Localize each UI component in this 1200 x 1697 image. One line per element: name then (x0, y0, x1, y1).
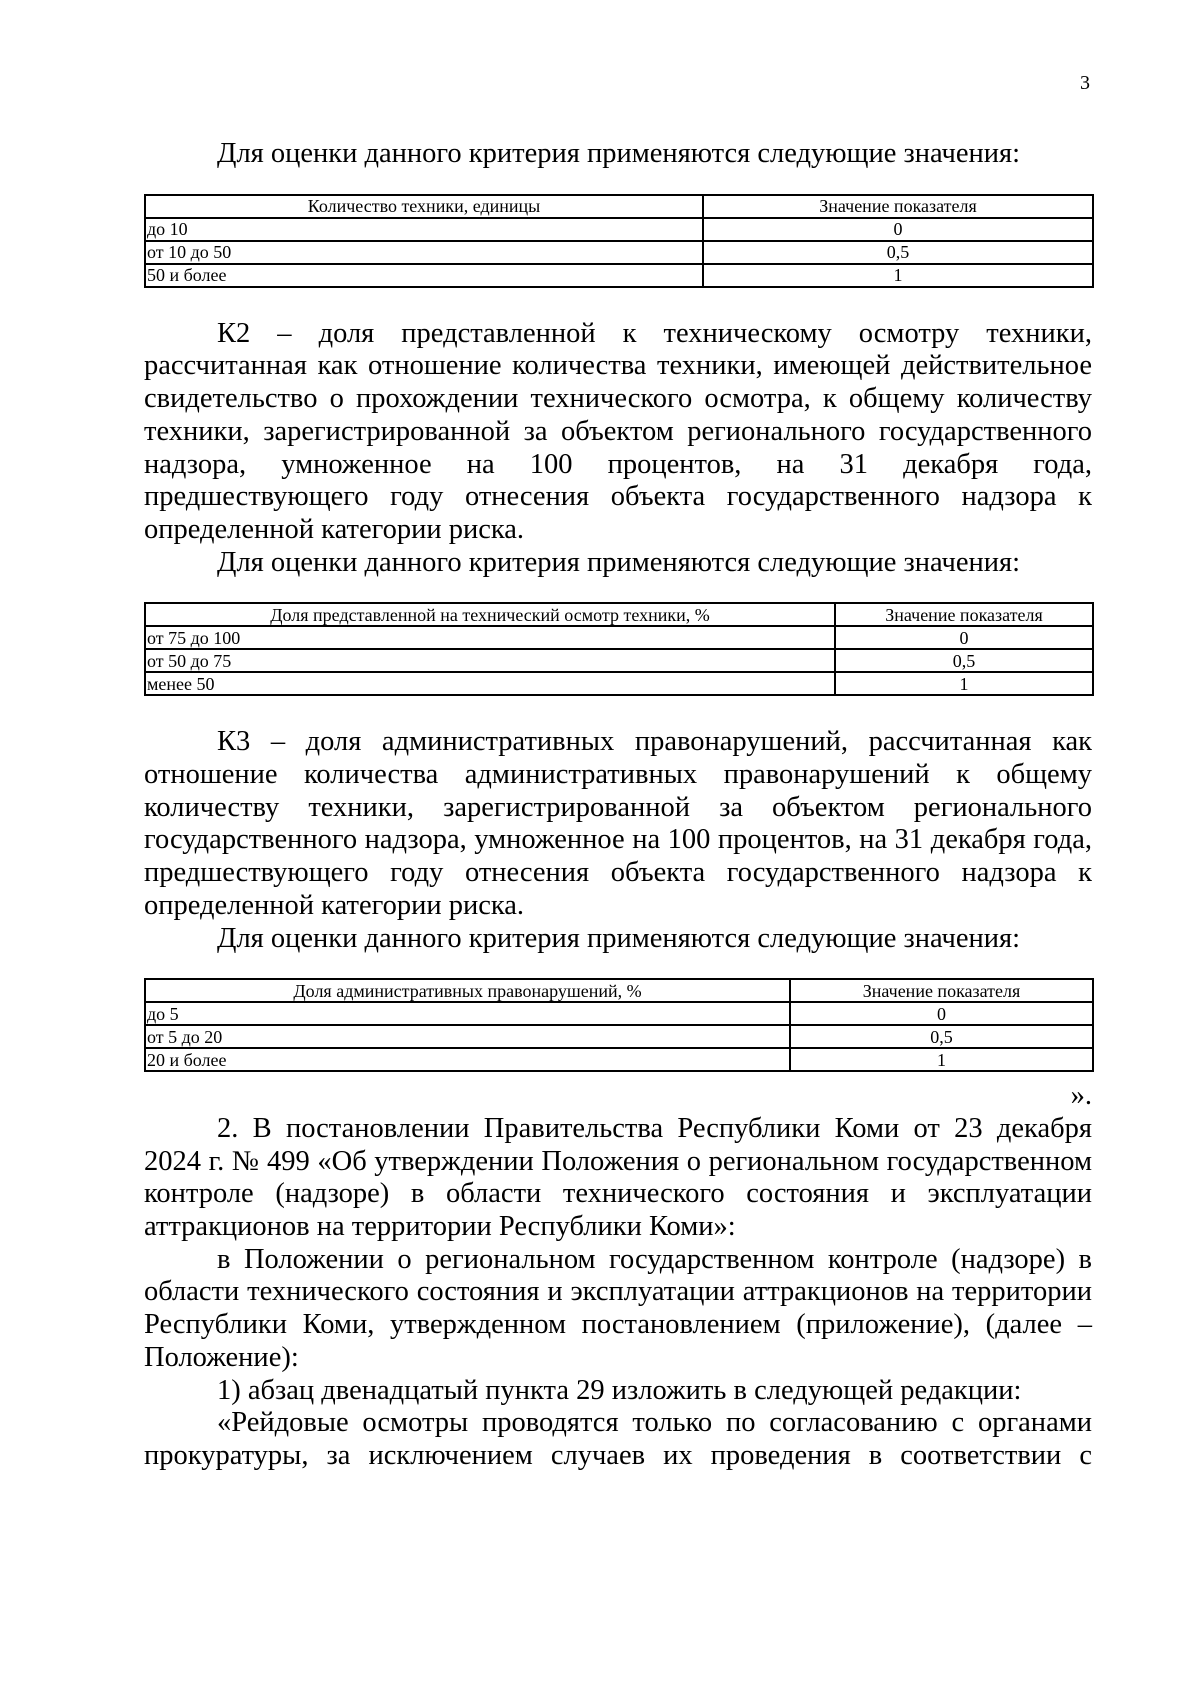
table-cell: 0 (790, 1002, 1093, 1025)
table-row (145, 626, 1093, 649)
quoted-text-paragraph: «Рейдовые осмотры проводятся только по согласованию с органами прокуратуры, за исключением случаев их проведения в соответствии с (144, 1407, 1092, 1471)
table-cell: 0,5 (703, 241, 1093, 264)
criteria-intro-2: Для оценки данного критерия применяются следующие значения: (217, 546, 1021, 578)
regulation-paragraph: в Положении о региональном государственном контроле (надзоре) в области технического состояния и эксплуатации аттракционов на территории Республики Коми, утвержденном постановлением (приложение), (далее – Положение): (144, 1243, 1092, 1373)
table-cell: 50 и более (145, 264, 703, 287)
table-cell: от 5 до 20 (145, 1025, 790, 1048)
table-cell: до 5 (145, 1002, 790, 1025)
column-header: Значение показателя (703, 195, 1093, 218)
table-header-row (145, 979, 1093, 1002)
table-cell: 0 (703, 218, 1093, 241)
column-header: Значение показателя (835, 603, 1093, 626)
criteria-intro-1: Для оценки данного критерия применяются следующие значения: (217, 138, 1021, 169)
table-cell: менее 50 (145, 672, 835, 695)
table-cell: от 50 до 75 (145, 649, 835, 672)
table-cell: 1 (703, 264, 1093, 287)
document-body (144, 138, 1092, 1473)
table-header-row (145, 603, 1093, 626)
column-header: Доля представленной на технический осмотр техники, % (145, 603, 835, 626)
table-cell: 1 (790, 1048, 1093, 1071)
criteria-intro-3: Для оценки данного критерия применяются следующие значения: (217, 922, 1021, 954)
table-row (145, 1002, 1093, 1025)
section-2-paragraph: 2. В постановлении Правительства Республики Коми от 23 декабря 2024 г. № 499 «Об утверждении Положения о региональном государственном контроле (надзоре) в области технического состояния и эксплуатации аттракционов на территории Республики Коми»: (144, 1112, 1092, 1243)
violations-share-table (144, 978, 1094, 1072)
column-header: Значение показателя (790, 979, 1093, 1002)
criterion-k3-paragraph: К3 – доля административных правонарушений, рассчитанная как отношение количества административных правонарушений к общему количеству техники, зарегистрированной за объектом регионального государственного надзора, умноженное на 100 процентов, на 31 декабря года, предшествующего году отнесения объекта государственного надзора к определенной категории риска. (144, 726, 1092, 921)
table-cell: до 10 (145, 218, 703, 241)
table-cell: 0 (835, 626, 1093, 649)
table-row (145, 218, 1093, 241)
table-cell: 20 и более (145, 1048, 790, 1071)
table-row (145, 264, 1093, 287)
table-cell: от 75 до 100 (145, 626, 835, 649)
table-cell: 0,5 (835, 649, 1093, 672)
column-header: Количество техники, единицы (145, 195, 703, 218)
table-cell: 0,5 (790, 1025, 1093, 1048)
page-number: 3 (1080, 72, 1090, 94)
vehicle-count-table (144, 194, 1094, 288)
table-row (145, 649, 1093, 672)
table-row (145, 672, 1093, 695)
table-row (145, 1025, 1093, 1048)
closing-quote: ». (1070, 1080, 1092, 1112)
column-header: Доля административных правонарушений, % (145, 979, 790, 1002)
item-1-paragraph: 1) абзац двенадцатый пункта 29 изложить в следующей редакции: (217, 1374, 1022, 1406)
inspection-share-table (144, 602, 1094, 696)
table-row (145, 241, 1093, 264)
table-cell: 1 (835, 672, 1093, 695)
table-row (145, 1048, 1093, 1071)
criterion-k2-paragraph: К2 – доля представленной к техническому осмотру техники, рассчитанная как отношение количества техники, имеющей действительное свидетельство о прохождении технического осмотра, к общему количеству техники, зарегистрированной за объектом регионального государственного надзора, умноженное на 100 процентов, на 31 декабря года, предшествующего году отнесения объекта государственного надзора к определенной категории риска. (144, 317, 1092, 545)
table-cell: от 10 до 50 (145, 241, 703, 264)
table-header-row (145, 195, 1093, 218)
